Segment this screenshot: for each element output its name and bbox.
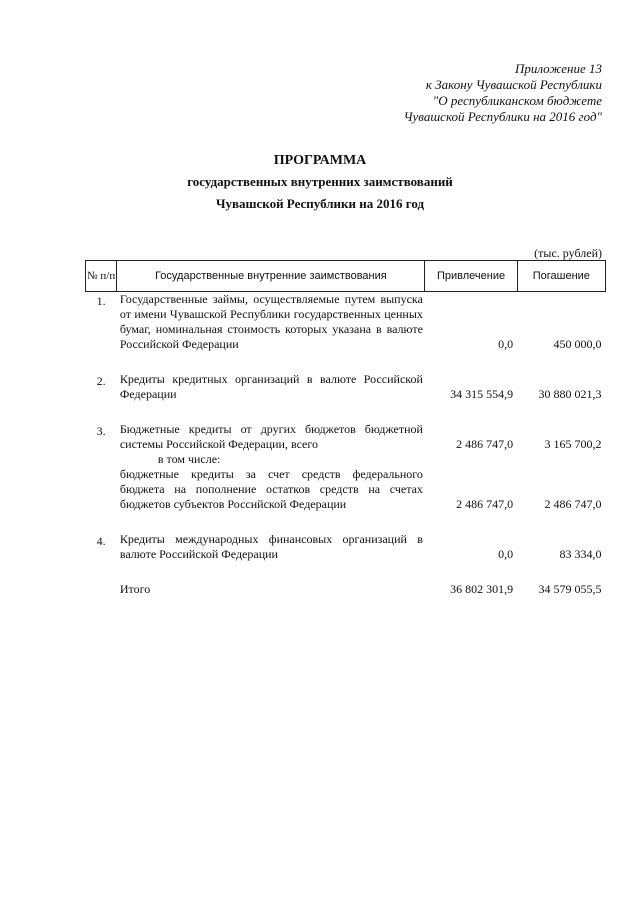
table-row bbox=[86, 372, 606, 402]
table-row bbox=[86, 292, 606, 353]
borrowing-table bbox=[85, 260, 606, 597]
row-num: 2. bbox=[96, 374, 106, 388]
title-line-2: государственных внутренних заимствований bbox=[187, 174, 453, 189]
units-label: (тыс. рублей) bbox=[534, 246, 602, 260]
title-line-3: Чувашской Республики на 2016 год bbox=[215, 196, 425, 211]
row-repay: 3 165 700,2 bbox=[544, 437, 602, 451]
header-name: Государственные внутренние заимствования bbox=[117, 261, 425, 292]
table-header-row bbox=[86, 261, 606, 292]
row-repay: 450 000,0 bbox=[553, 337, 602, 351]
header-num: № п/п bbox=[86, 261, 117, 292]
row-name: Бюджетные кредиты от других бюджетов бюджетной системы Российской Федерации, всего bbox=[119, 422, 423, 451]
row-num: 4. bbox=[96, 534, 106, 548]
row-borrow: 2 486 747,0 bbox=[456, 437, 514, 451]
row-spacer bbox=[86, 512, 606, 532]
row-num: 3. bbox=[96, 424, 106, 438]
subrow-name: бюджетные кредиты за счет средств федерального бюджета на пополнение остатков средств на счетах бюджетов субъектов Российской Федерации bbox=[119, 467, 423, 511]
row-borrow: 0,0 bbox=[498, 337, 514, 351]
row-name: Кредиты кредитных организаций в валюте Российской Федерации bbox=[119, 372, 423, 401]
appendix-line-4: Чувашской Республики на 2016 год" bbox=[403, 109, 602, 124]
subrow-repay: 2 486 747,0 bbox=[544, 497, 602, 511]
table-row bbox=[86, 422, 606, 452]
subrow-borrow: 2 486 747,0 bbox=[456, 497, 514, 511]
header-repay: Погашение bbox=[517, 261, 605, 292]
row-borrow: 0,0 bbox=[498, 547, 514, 561]
row-borrow: 34 315 554,9 bbox=[450, 387, 514, 401]
row-name: Кредиты международных финансовых организаций в валюте Российской Федерации bbox=[119, 532, 423, 561]
row-spacer bbox=[86, 402, 606, 422]
table-subrow-label bbox=[86, 452, 606, 467]
total-label: Итого bbox=[119, 582, 151, 596]
row-spacer bbox=[86, 352, 606, 372]
table-row bbox=[86, 532, 606, 562]
table-total-row bbox=[86, 582, 606, 597]
table-subrow bbox=[86, 467, 606, 512]
total-borrow: 36 802 301,9 bbox=[450, 582, 514, 596]
row-repay: 83 334,0 bbox=[559, 547, 602, 561]
header-borrow: Привлечение bbox=[425, 261, 517, 292]
appendix-note bbox=[342, 61, 602, 125]
row-spacer bbox=[86, 562, 606, 582]
sub-label: в том числе: bbox=[157, 452, 221, 466]
document-title bbox=[0, 151, 640, 215]
title-line-1: ПРОГРАММА bbox=[273, 153, 367, 168]
row-num: 1. bbox=[96, 294, 106, 308]
row-name: Государственные займы, осуществляемые путем выпуска от имени Чувашской Республики государственных ценных бумаг, номинальная стоимость которых указана в валюте Российской Федерации bbox=[119, 292, 423, 351]
total-repay: 34 579 055,5 bbox=[538, 582, 602, 596]
appendix-line-1: Приложение 13 bbox=[514, 61, 602, 76]
appendix-line-3: "О республиканском бюджете bbox=[432, 93, 602, 108]
appendix-line-2: к Закону Чувашской Республики bbox=[425, 77, 602, 92]
row-repay: 30 880 021,3 bbox=[538, 387, 602, 401]
